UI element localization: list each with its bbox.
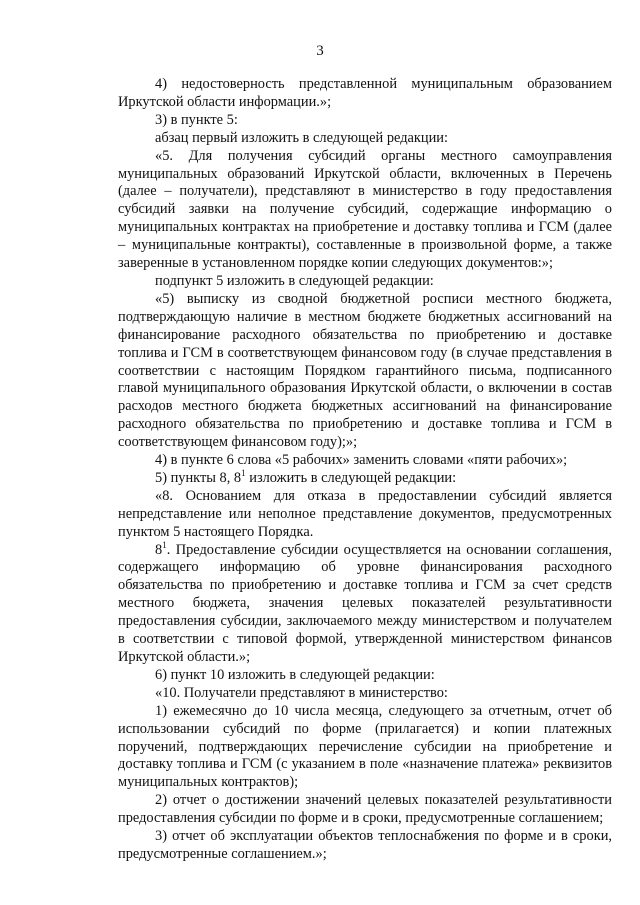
superscript-one: 1 <box>162 539 167 550</box>
paragraph-point-8-1-after: . Предоставление субсидии осуществляется на основании соглашения, содержащего информацию об уровне финансирования расходного обязательства по приобретению и доставке топлива и ГСМ за счет средств местного бюджета, значения целевых показателей результативности предоставления субсидии, заключаемого между министерством и получателем в соответствии с типовой формой, утвержденной министерством финансов Иркутской области.»; <box>118 541 612 665</box>
paragraph-subpoint-5-text: «5) выписку из сводной бюджетной росписи местного бюджета, подтверждающую наличие в местном бюджете бюджетных ассигнований на финансирование расходного обязательства по приобретению и доставке топлива и ГСМ в соответствующем финансовом году (в случае представления в соответствии с настоящим Порядком гарантийного письма, подписанного главой муниципального образования Иркутской области, о включении в состав расходов местного бюджета бюджетных ассигнований на финансирование расходного обязательства по приобретению и доставке топлива и ГСМ в соответствующем финансовом году);»; <box>118 290 612 451</box>
paragraph-point-8-text: «8. Основанием для отказа в предоставлении субсидий является непредставление или неполное представление документов, предусмотренных пунктом 5 настоящего Порядка. <box>118 487 612 540</box>
paragraph-points-8-before: 5) пункты 8, 8 <box>155 469 242 486</box>
paragraph-item-4: 4) недостоверность представленной муниципальным образованием Иркутской области информации.»; <box>118 76 612 110</box>
document-body <box>118 76 612 864</box>
paragraph-first-abzac: абзац первый изложить в следующей редакции: <box>155 129 449 146</box>
paragraph-subpoint-5-heading: подпункт 5 изложить в следующей редакции: <box>155 272 434 289</box>
paragraph-point-5-text: «5. Для получения субсидий органы местного самоуправления муниципальных образований Иркутской области, включенных в Перечень (далее – получатели), представляют в министерство в году предоставления субсидий заявки на получение субсидий, содержащие информацию о муниципальных контрактах на приобретение и доставку топлива и ГСМ (далее – муниципальные контракты), составленные в произвольной форме, а также заверенные в установленном порядке копии следующих документов:»; <box>118 147 612 272</box>
page-number: 3 <box>316 43 324 59</box>
superscript-one: 1 <box>241 467 246 478</box>
paragraph-point-8-1-before: 8 <box>155 541 163 558</box>
paragraph-point-5-heading: 3) в пункте 5: <box>155 111 238 128</box>
paragraph-report-2: 2) отчет о достижении значений целевых показателей результативности предоставления субсидии по форме и в сроки, предусмотренные соглашением; <box>118 792 612 827</box>
paragraph-point-10-heading: 6) пункт 10 изложить в следующей редакции: <box>155 666 435 683</box>
paragraph-report-1: 1) ежемесячно до 10 числа месяца, следующего за отчетным, отчет об использовании субсидий по форме (прилагается) и копии платежных поручений, подтверждающих перечисление субсидии на приобретение и доставку топлива и ГСМ (с указанием в поле «назначение платежа» реквизитов муниципальных контрактов); <box>118 702 612 791</box>
paragraph-point-10-intro: «10. Получатели представляют в министерство: <box>155 684 448 701</box>
paragraph-points-8-after: изложить в следующей редакции: <box>245 469 457 486</box>
paragraph-point-6: 4) в пункте 6 слова «5 рабочих» заменить словами «пяти рабочих»; <box>155 452 568 469</box>
paragraph-points-8-heading <box>118 467 612 488</box>
paragraph-point-8-1-text <box>118 539 612 667</box>
paragraph-report-3: 3) отчет об эксплуатации объектов теплоснабжения по форме и в сроки, предусмотренные соглашением.»; <box>118 828 612 862</box>
